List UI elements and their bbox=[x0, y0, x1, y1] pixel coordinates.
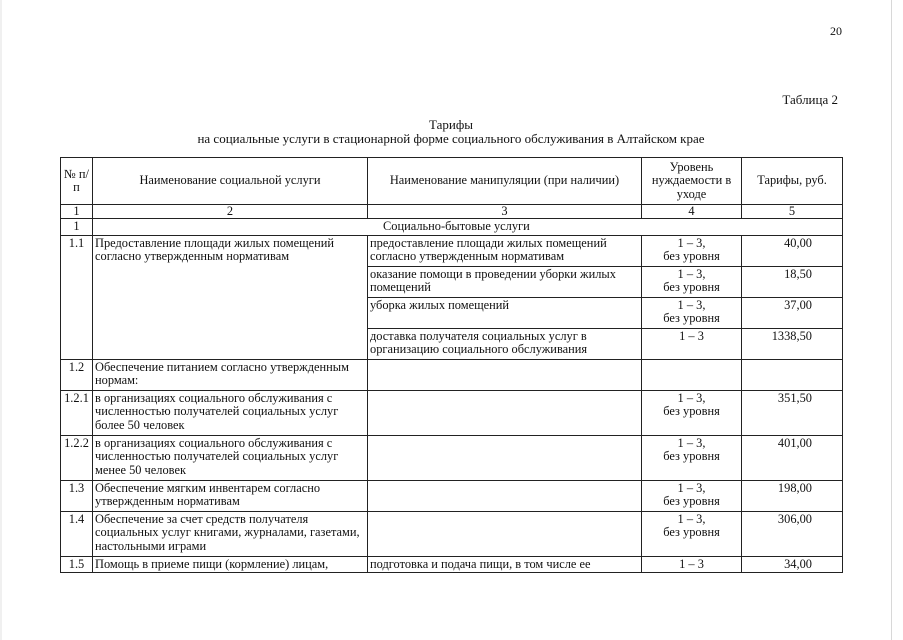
header-manipulation: Наименование манипуляции (при наличии) bbox=[368, 158, 642, 205]
row-num: 1.2.1 bbox=[61, 390, 93, 435]
header-service: Наименование социальной услуги bbox=[93, 158, 368, 205]
row-num: 1.3 bbox=[61, 480, 93, 511]
row-tariff: 401,00 bbox=[742, 435, 843, 480]
row-level: 1 – 3, без уровня bbox=[642, 235, 742, 266]
row-level: 1 – 3, без уровня bbox=[642, 435, 742, 480]
page-number: 20 bbox=[830, 24, 842, 38]
row-level: 1 – 3, без уровня bbox=[642, 390, 742, 435]
row-level: 1 – 3, без уровня bbox=[642, 266, 742, 297]
row-level: 1 – 3 bbox=[642, 328, 742, 359]
table-header-row bbox=[61, 158, 843, 205]
table-caption: Таблица 2 bbox=[782, 92, 838, 107]
page-right-edge bbox=[891, 0, 892, 640]
row-tariff: 351,50 bbox=[742, 390, 843, 435]
title-line-2: на социальные услуги в стационарной форме социального обслуживания в Алтайском крае bbox=[197, 131, 705, 146]
title-line-1: Тарифы bbox=[428, 117, 473, 132]
table-row bbox=[61, 511, 843, 556]
row-manipulation-empty bbox=[368, 511, 642, 556]
row-tariff: 18,50 bbox=[742, 266, 843, 297]
row-manipulation-empty bbox=[368, 435, 642, 480]
row-num: 1.1 bbox=[61, 235, 93, 359]
section-num: 1 bbox=[61, 219, 93, 236]
row-manipulation-empty bbox=[368, 390, 642, 435]
column-index-cell: 2 bbox=[93, 205, 368, 219]
table-row bbox=[61, 435, 843, 480]
row-service: в организациях социального обслуживания с численностью получателей социальных услуг менее 50 человек bbox=[93, 435, 368, 480]
row-num: 1.5 bbox=[61, 556, 93, 573]
row-level-empty bbox=[642, 359, 742, 390]
row-manipulation: уборка жилых помещений bbox=[368, 297, 642, 328]
row-tariff: 37,00 bbox=[742, 297, 843, 328]
tariffs-table bbox=[60, 157, 843, 573]
column-index-cell: 3 bbox=[368, 205, 642, 219]
row-level: 1 – 3, без уровня bbox=[642, 511, 742, 556]
row-num: 1.2 bbox=[61, 359, 93, 390]
section-title: Социально-бытовые услуги bbox=[93, 219, 843, 236]
row-level: 1 – 3 bbox=[642, 556, 742, 573]
row-level: 1 – 3, без уровня bbox=[642, 297, 742, 328]
column-index-cell: 5 bbox=[742, 205, 843, 219]
row-num: 1.2.2 bbox=[61, 435, 93, 480]
row-manipulation: подготовка и подача пищи, в том числе ее bbox=[368, 556, 642, 573]
column-index-row bbox=[61, 205, 843, 219]
header-num: № п/п bbox=[61, 158, 93, 205]
document-title bbox=[60, 118, 842, 146]
table-row bbox=[61, 480, 843, 511]
row-manipulation-empty bbox=[368, 480, 642, 511]
page-left-edge bbox=[0, 0, 2, 640]
column-index-cell: 1 bbox=[61, 205, 93, 219]
table-row bbox=[61, 235, 843, 266]
row-tariff: 306,00 bbox=[742, 511, 843, 556]
row-service: Обеспечение мягким инвентарем согласно утвержденным нормативам bbox=[93, 480, 368, 511]
header-tariff: Тарифы, руб. bbox=[742, 158, 843, 205]
row-tariff: 1338,50 bbox=[742, 328, 843, 359]
column-index-cell: 4 bbox=[642, 205, 742, 219]
row-level: 1 – 3, без уровня bbox=[642, 480, 742, 511]
table-row bbox=[61, 390, 843, 435]
row-manipulation: предоставление площади жилых помещений согласно утвержденным нормативам bbox=[368, 235, 642, 266]
row-service: Обеспечение за счет средств получателя социальных услуг книгами, журналами, газетами, настольными играми bbox=[93, 511, 368, 556]
row-service: в организациях социального обслуживания с численностью получателей социальных услуг более 50 человек bbox=[93, 390, 368, 435]
row-service: Обеспечение питанием согласно утвержденным нормам: bbox=[93, 359, 368, 390]
row-service: Помощь в приеме пищи (кормление) лицам, bbox=[93, 556, 368, 573]
row-tariff: 40,00 bbox=[742, 235, 843, 266]
section-row bbox=[61, 219, 843, 236]
row-tariff: 34,00 bbox=[742, 556, 843, 573]
row-num: 1.4 bbox=[61, 511, 93, 556]
table-row bbox=[61, 556, 843, 573]
row-service: Предоставление площади жилых помещений согласно утвержденным нормативам bbox=[93, 235, 368, 359]
row-manipulation: доставка получателя социальных услуг в организацию социального обслуживания bbox=[368, 328, 642, 359]
table-row bbox=[61, 359, 843, 390]
header-level: Уровень нуждаемости в уходе bbox=[642, 158, 742, 205]
row-tariff: 198,00 bbox=[742, 480, 843, 511]
row-manipulation-empty bbox=[368, 359, 642, 390]
row-tariff-empty bbox=[742, 359, 843, 390]
row-manipulation: оказание помощи в проведении уборки жилых помещений bbox=[368, 266, 642, 297]
